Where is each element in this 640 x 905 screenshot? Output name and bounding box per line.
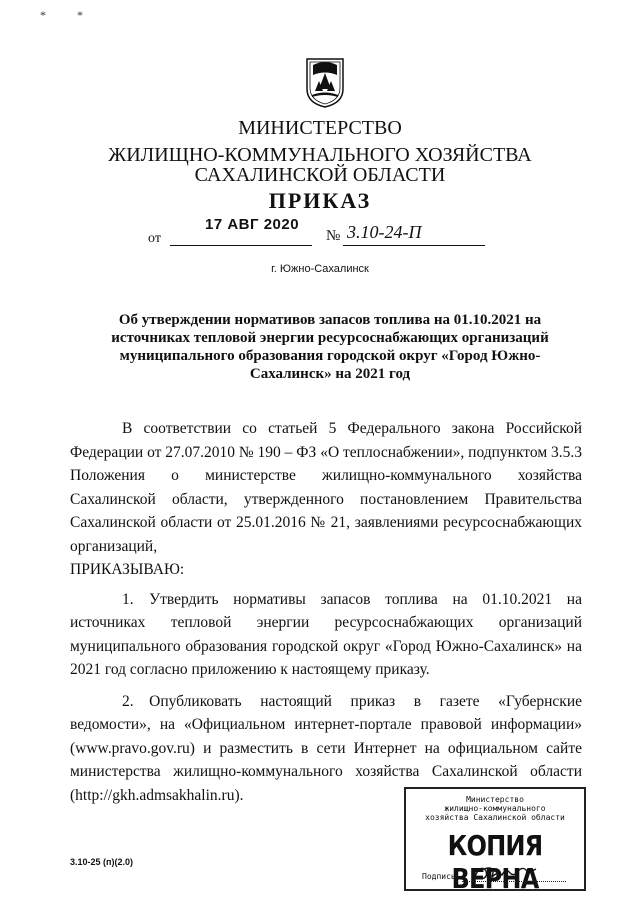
stamp-line-3: хозяйства Сахалинской области	[425, 813, 565, 822]
scan-marks: * *	[40, 8, 97, 22]
coat-of-arms-icon	[303, 55, 347, 109]
stamp-signature-label: Подпись	[422, 872, 456, 881]
date-underline	[170, 245, 312, 246]
handwritten-signature-icon	[470, 861, 540, 883]
ministry-name-line2: ЖИЛИЩНО-КОММУНАЛЬНОГО ХОЗЯЙСТВА	[108, 144, 532, 166]
order-date: 17 АВГ 2020	[205, 216, 300, 233]
order-number: 3.10-24-П	[347, 222, 422, 242]
document-code: 3.10-25 (п)(2.0)	[70, 857, 133, 867]
document-type: ПРИКАЗ	[268, 188, 372, 213]
item-1-paragraph: 1. Утвердить нормативы запасов топлива на 01.10.2021 на источниках тепловой энергии ресурсоснабжающих организаций муниципального образования городской округ «Город Южно-Сахалинск» на 2021 год согласно приложению к настоящему приказу.	[70, 590, 582, 678]
order-body	[70, 417, 582, 807]
date-label: от	[148, 231, 161, 246]
ministry-name-line1: МИНИСТЕРСТВО	[238, 117, 402, 139]
preamble-paragraph: В соответствии со статьей 5 Федерального закона Российской Федерации от 27.07.2010 № 190 – ФЗ «О теплоснабжении», подпунктом 3.5.3 Положения о министерстве жилищно-коммунального хозяйства Сахалинской области, утвержденного постановлением Правительства Сахалинской области от 25.01.2016 № 21, заявлениями ресурсоснабжающих организаций,	[70, 420, 583, 555]
stamp-line-2: жилищно-коммунального	[444, 804, 546, 813]
number-underline	[343, 245, 485, 246]
order-word: ПРИКАЗЫВАЮ:	[70, 561, 185, 578]
ministry-name-line3: САХАЛИНСКОЙ ОБЛАСТИ	[194, 164, 446, 186]
city: г. Южно-Сахалинск	[271, 263, 369, 275]
stamp-line-1: Министерство	[466, 795, 524, 804]
certified-copy-stamp	[404, 787, 586, 895]
item-2-paragraph: 2. Опубликовать настоящий приказ в газете «Губернские ведомости», на «Официальном интернет-портале правовой информации» (www.pravo.gov.ru) и разместить в сети Интернет на официальном сайте министерства жилищно-коммунального хозяйства Сахалинской области (http://gkh.admsakhalin.ru).	[70, 692, 582, 804]
number-label: №	[326, 228, 341, 244]
stamp-certified-copy-text: КОПИЯ ВЕРНА	[447, 829, 543, 895]
order-title: Об утверждении нормативов запасов топлива на 01.10.2021 на источниках тепловой энергии ресурсоснабжающих организаций муниципального образования городской округ «Город Южно-Сахалинск» на 2021 год	[111, 312, 549, 382]
